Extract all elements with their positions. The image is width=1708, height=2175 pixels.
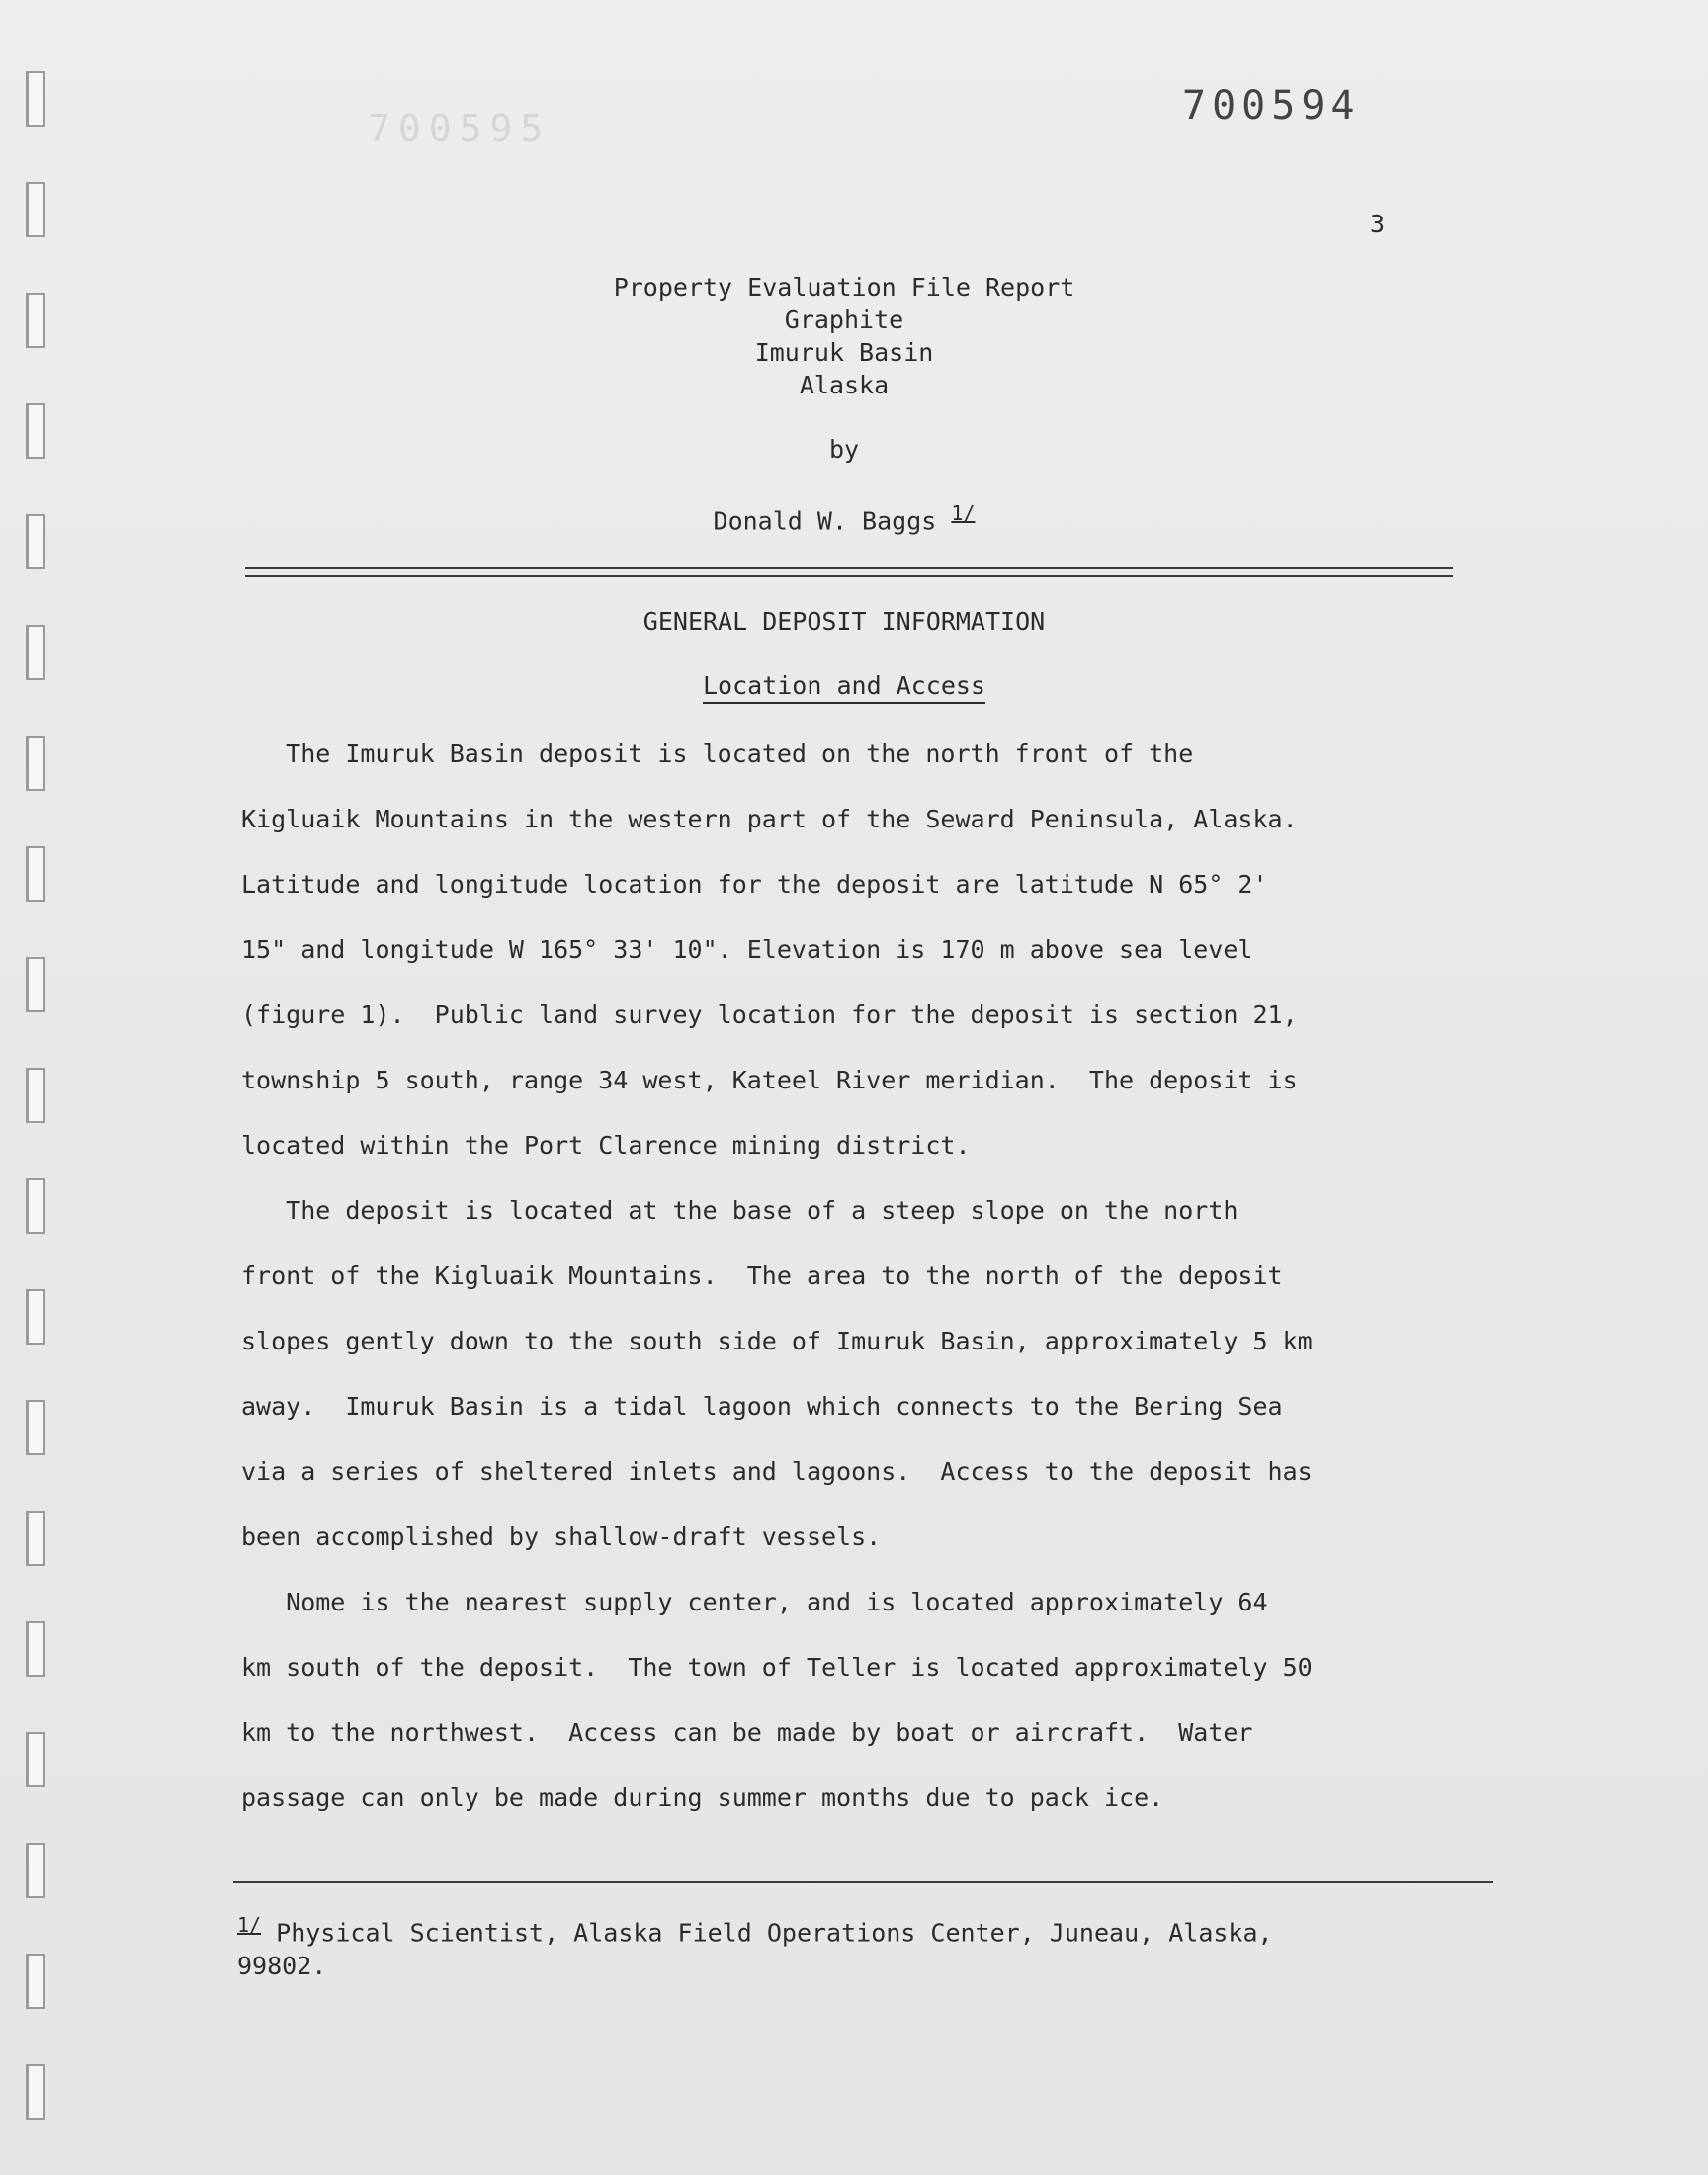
author-line xyxy=(0,501,1688,535)
text-line: Nome is the nearest supply center, and is located approximately 64 xyxy=(241,1588,1268,1616)
bleed-through-number: 700595 xyxy=(368,107,552,150)
text-line: Kigluaik Mountains in the western part of the Seward Peninsula, Alaska. xyxy=(241,805,1298,833)
by-line: by xyxy=(828,435,860,464)
binder-hole xyxy=(26,736,45,791)
text-line: via a series of sheltered inlets and lagoons. Access to the deposit has xyxy=(241,1457,1313,1486)
title-divider xyxy=(245,567,1453,577)
text-line: (figure 1). Public land survey location for the deposit is section 21, xyxy=(241,1000,1298,1029)
binder-hole xyxy=(26,1068,45,1123)
binder-hole xyxy=(26,957,45,1012)
subsection-heading xyxy=(0,671,1688,700)
text-line: located within the Port Clarence mining district. xyxy=(241,1131,971,1160)
binder-hole xyxy=(26,846,45,902)
text-line: The deposit is located at the base of a steep slope on the north xyxy=(241,1196,1238,1225)
text-line: km to the northwest. Access can be made by boat or aircraft. Water xyxy=(241,1718,1253,1747)
footnote-line-1: Physical Scientist, Alaska Field Operations Center, Juneau, Alaska, xyxy=(261,1918,1273,1948)
page-number: 3 xyxy=(1370,210,1386,238)
binder-hole xyxy=(26,1621,45,1677)
author-footnote-mark: 1/ xyxy=(951,501,976,525)
binder-hole xyxy=(26,182,45,237)
state-title: Alaska xyxy=(799,371,890,399)
subsection-heading-text: Location and Access xyxy=(703,671,985,700)
text-line: slopes gently down to the south side of Imuruk Basin, approximately 5 km xyxy=(241,1327,1313,1355)
binder-hole xyxy=(26,71,45,127)
location-title: Imuruk Basin xyxy=(754,338,934,367)
binder-hole xyxy=(26,1400,45,1455)
paragraph-3 xyxy=(241,1570,1487,1831)
binder-hole xyxy=(26,1178,45,1234)
document-stamp-number: 700594 xyxy=(1182,83,1361,129)
report-title: Property Evaluation File Report xyxy=(613,273,1075,302)
text-line: been accomplished by shallow-draft vessels. xyxy=(241,1522,882,1551)
binder-hole xyxy=(26,1289,45,1345)
binder-hole xyxy=(26,2064,45,2120)
text-line: front of the Kigluaik Mountains. The area to the north of the deposit xyxy=(241,1262,1283,1290)
footnote-divider xyxy=(233,1881,1493,1883)
text-line: away. Imuruk Basin is a tidal lagoon which connects to the Bering Sea xyxy=(241,1392,1283,1421)
paragraph-2 xyxy=(241,1178,1487,1570)
text-line: 15" and longitude W 165° 33' 10". Elevation is 170 m above sea level xyxy=(241,935,1253,964)
commodity-title: Graphite xyxy=(784,305,904,334)
text-line: The Imuruk Basin deposit is located on the north front of the xyxy=(241,740,1194,768)
text-line: km south of the deposit. The town of Teller is located approximately 50 xyxy=(241,1653,1313,1682)
text-line: township 5 south, range 34 west, Kateel River meridian. The deposit is xyxy=(241,1066,1298,1094)
footnote-mark: 1/ xyxy=(237,1913,262,1937)
binder-hole xyxy=(26,1732,45,1787)
binder-hole xyxy=(26,1954,45,2009)
text-line: Latitude and longitude location for the deposit are latitude N 65° 2' xyxy=(241,870,1268,899)
section-heading: GENERAL DEPOSIT INFORMATION xyxy=(642,607,1046,636)
footnote-line-2: 99802. xyxy=(237,1952,327,1981)
footnote xyxy=(237,1908,1493,1983)
binder-hole xyxy=(26,1511,45,1566)
binder-hole xyxy=(26,1843,45,1898)
paragraph-1 xyxy=(241,722,1487,1178)
author-name: Donald W. Baggs xyxy=(713,506,937,536)
text-line: passage can only be made during summer months due to pack ice. xyxy=(241,1784,1164,1812)
